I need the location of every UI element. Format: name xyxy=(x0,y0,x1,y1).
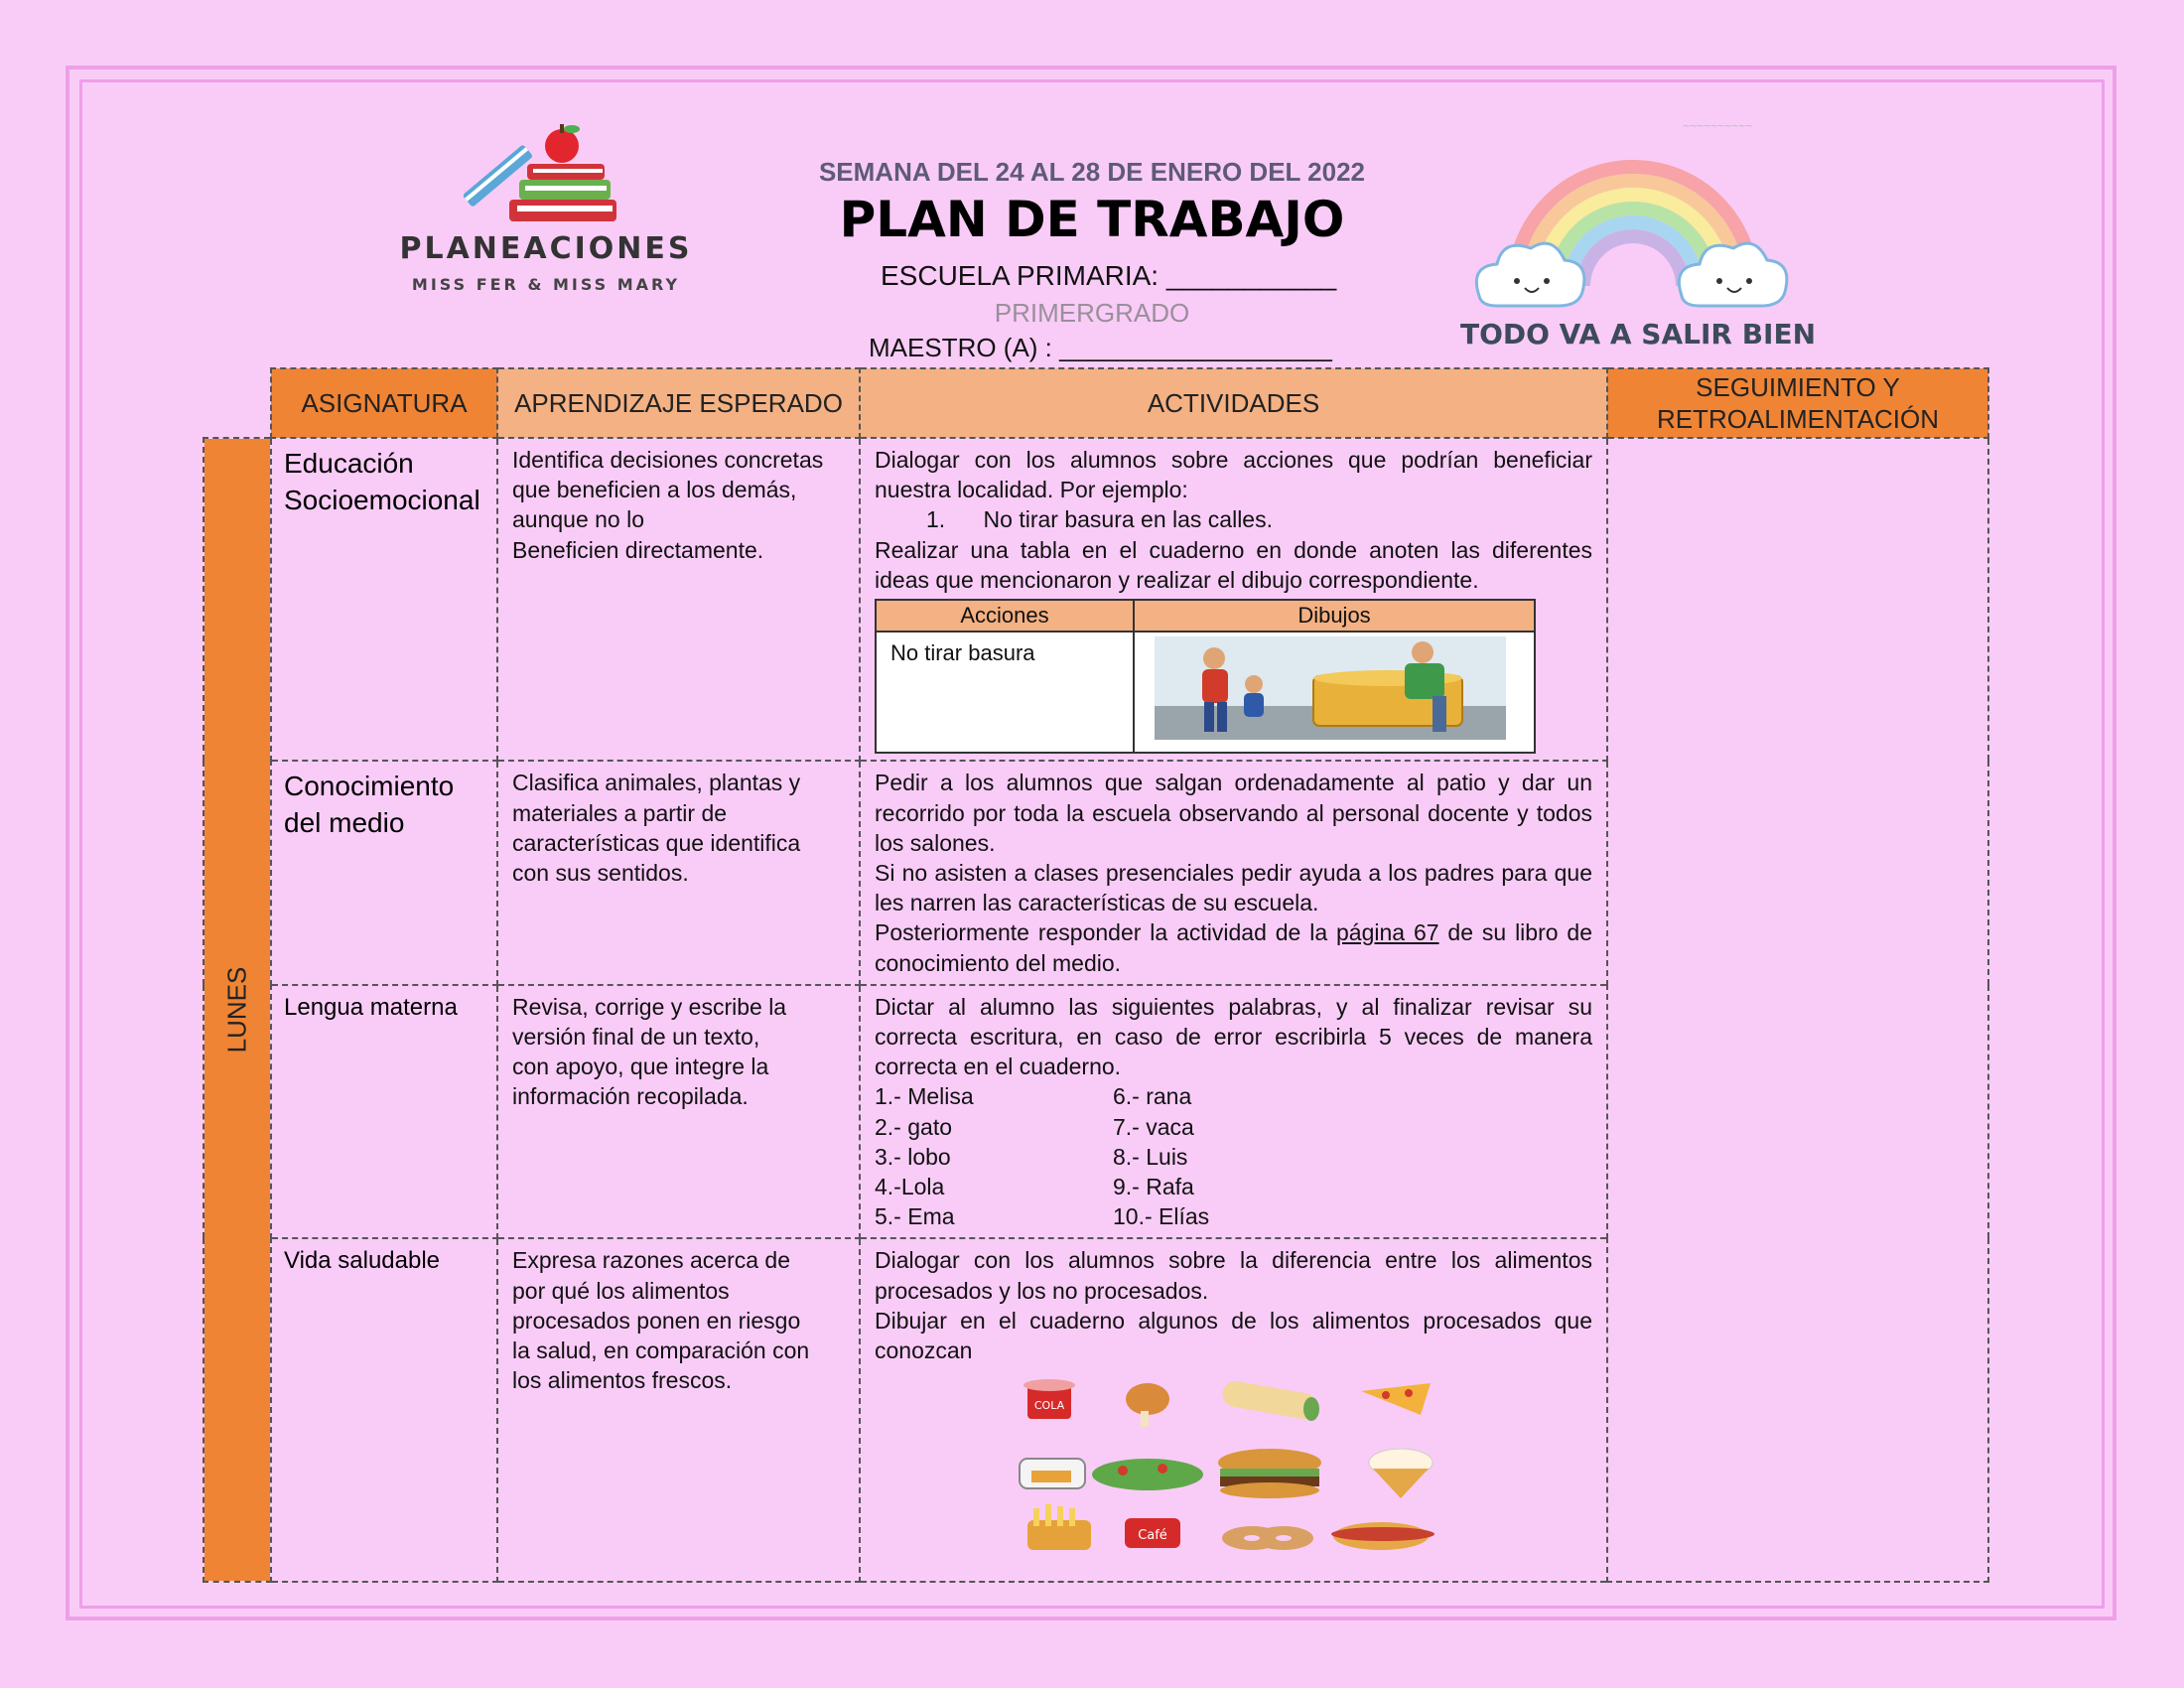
cola-label: COLA xyxy=(1033,1399,1065,1413)
page-67-link[interactable]: página 67 xyxy=(1336,919,1439,946)
activities-cell xyxy=(860,761,1607,984)
activity-text-part: Posteriormente responder la actividad de la xyxy=(875,919,1336,946)
people-trash-illustration xyxy=(1155,636,1506,740)
hamburger-icon xyxy=(1218,1449,1321,1498)
action-value: No tirar basura xyxy=(876,632,1134,753)
coffee-cup-icon xyxy=(1125,1518,1180,1548)
activity-list-item: 1. No tirar basura en las calles. xyxy=(926,506,1273,533)
drawings-header: Dibujos xyxy=(1134,600,1535,632)
work-plan-table xyxy=(203,367,1989,1583)
salad-icon xyxy=(1092,1459,1203,1490)
learning-line: aunque no lo xyxy=(512,506,645,533)
rainbow-icon xyxy=(1469,117,1797,316)
learning-line: características que identifica xyxy=(512,829,801,856)
learning-cell xyxy=(497,1238,860,1582)
learning-line: que beneficien a los demás, xyxy=(512,477,797,503)
word-item: 8.- Luis xyxy=(1113,1143,1188,1170)
header-subject: ASIGNATURA xyxy=(271,368,497,438)
learning-cell xyxy=(497,438,860,761)
word-item: 10.- Elías xyxy=(1113,1203,1210,1230)
learning-line: Expresa razones acerca de xyxy=(512,1247,790,1274)
activity-text: Dialogar con los alumnos sobre acciones que podrían beneficiar nuestra localidad. Por ejemplo: xyxy=(875,447,1592,503)
header-feedback: SEGUIMIENTO Y RETROALIMENTACIÓN xyxy=(1607,368,1988,438)
activity-text: Dialogar con los alumnos sobre la diferencia entre los alimentos procesados y los no procesados. xyxy=(875,1247,1592,1304)
subject-cell: Educación Socioemocional xyxy=(271,438,497,761)
activity-text-part: de su libro de conocimiento del medio. xyxy=(875,919,1593,976)
subject-cell: Vida saludable xyxy=(271,1238,497,1582)
page-title: PLAN DE TRABAJO xyxy=(839,191,1345,248)
word-column-right xyxy=(1113,1081,1209,1231)
header-activities: ACTIVIDADES xyxy=(860,368,1607,438)
corner-cell xyxy=(204,368,271,438)
learning-line: información recopilada. xyxy=(512,1083,749,1110)
word-item: 9.- Rafa xyxy=(1113,1174,1194,1200)
signature-scribble: ~~~~~~~~~~ xyxy=(1683,119,1753,133)
learning-cell xyxy=(497,761,860,984)
word-item: 6.- rana xyxy=(1113,1083,1192,1110)
learning-line: Revisa, corrige y escribe la xyxy=(512,993,787,1020)
burrito-icon xyxy=(1220,1379,1319,1421)
activity-text: Realizar una tabla en el cuaderno en donde anoten las diferentes ideas que mencionaron y realizar el dibujo correspondiente. xyxy=(875,536,1592,593)
planeaciones-logo xyxy=(382,124,710,303)
takeout-box-icon xyxy=(1020,1459,1085,1488)
activities-cell xyxy=(860,438,1607,761)
ice-cream-icon xyxy=(1369,1449,1433,1498)
word-item: 3.- lobo xyxy=(875,1143,951,1170)
word-item: 1.- Melisa xyxy=(875,1083,974,1110)
activity-text xyxy=(875,917,1592,977)
day-label: LUNES xyxy=(221,966,252,1054)
word-item: 7.- vaca xyxy=(1113,1113,1194,1140)
drawing-cell xyxy=(1134,632,1535,753)
logo-subtitle: MISS FER & MISS MARY xyxy=(411,275,681,294)
fries-icon xyxy=(1027,1504,1091,1550)
learning-line: los alimentos frescos. xyxy=(512,1367,733,1394)
learning-line: con sus sentidos. xyxy=(512,860,689,887)
header-learning: APRENDIZAJE ESPERADO xyxy=(497,368,860,438)
processed-food-illustration xyxy=(1014,1379,1480,1568)
books-apple-icon xyxy=(452,124,640,228)
learning-line: materiales a partir de xyxy=(512,799,728,826)
actions-header: Acciones xyxy=(876,600,1134,632)
learning-line: por qué los alimentos xyxy=(512,1277,730,1304)
rainbow-caption: TODO VA A SALIR BIEN xyxy=(1459,318,1817,351)
cola-cup-icon xyxy=(1024,1379,1075,1419)
day-cell xyxy=(204,438,271,1582)
subject-cell: Conocimiento del medio xyxy=(271,761,497,984)
activity-text: Si no asisten a clases presenciales pedir ayuda a los padres para que les narren las características de su escuela. xyxy=(875,860,1592,916)
word-item: 4.-Lola xyxy=(875,1174,945,1200)
learning-line: procesados ponen en riesgo xyxy=(512,1307,801,1334)
word-list xyxy=(875,1081,1592,1231)
chicken-leg-icon xyxy=(1126,1383,1169,1427)
week-heading: SEMANA DEL 24 AL 28 DE ENERO DEL 2022 xyxy=(818,157,1366,187)
activities-cell xyxy=(860,985,1607,1239)
school-field: ESCUELA PRIMARIA: ___________ xyxy=(881,260,1337,291)
donuts-icon xyxy=(1222,1526,1313,1550)
activity-text: Pedir a los alumnos que salgan ordenadamente al patio y dar un recorrido por toda la escuela observando al personal docente y todos los salones. xyxy=(875,770,1592,856)
word-column-left xyxy=(875,1081,1113,1231)
learning-line: Clasifica animales, plantas y xyxy=(512,770,801,796)
learning-line: Beneficien directamente. xyxy=(512,536,764,563)
subject-cell: Lengua materna xyxy=(271,985,497,1239)
learning-line: versión final de un texto, xyxy=(512,1024,760,1051)
table-row xyxy=(204,438,1988,761)
activity-text: Dictar al alumno las siguientes palabras, y al finalizar revisar su correcta escritura, en caso de error escribirla 5 veces de manera correcta en el cuaderno. xyxy=(875,993,1592,1080)
teacher-field: MAESTRO (A) : ___________________ xyxy=(869,333,1332,362)
learning-line: Identifica decisiones concretas xyxy=(512,447,824,473)
feedback-cell xyxy=(1607,438,1988,1582)
word-item: 2.- gato xyxy=(875,1113,952,1140)
activities-cell xyxy=(860,1238,1607,1582)
hot-dog-icon xyxy=(1331,1522,1434,1550)
learning-line: con apoyo, que integre la xyxy=(512,1054,769,1080)
logo-title: PLANEACIONES xyxy=(399,231,693,266)
word-item: 5.- Ema xyxy=(875,1203,955,1230)
actions-drawings-table xyxy=(875,599,1536,754)
learning-cell xyxy=(497,985,860,1239)
grade-label: PRIMERGRADO xyxy=(994,298,1190,328)
coffee-label: Café xyxy=(1138,1528,1167,1544)
learning-line: la salud, en comparación con xyxy=(512,1337,810,1364)
pizza-slice-icon xyxy=(1361,1383,1431,1415)
activity-text: Dibujar en el cuaderno algunos de los alimentos procesados que conozcan xyxy=(875,1307,1592,1364)
